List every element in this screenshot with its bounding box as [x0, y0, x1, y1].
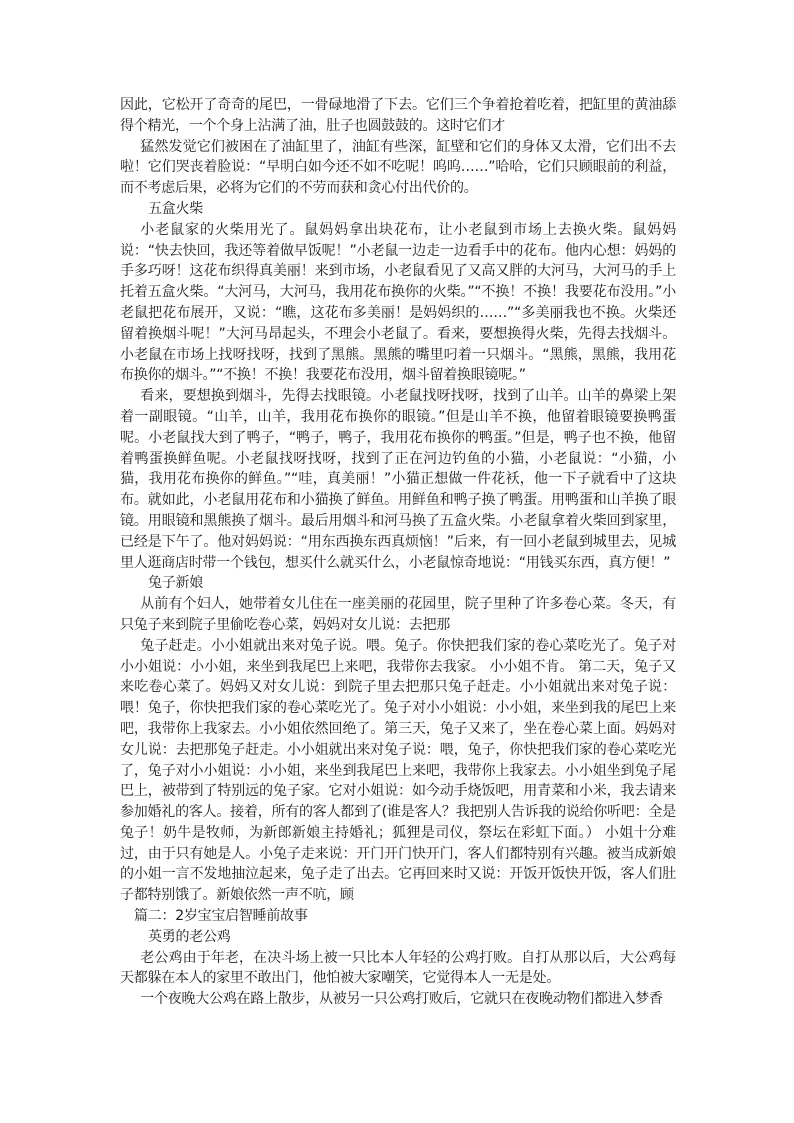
paragraph: 从前有个妇人，她带着女儿住在一座美丽的花园里，院子里种了许多卷心菜。冬天，有只兔子来到院子里偷吃卷心菜，妈妈对女儿说：去把那	[120, 596, 676, 633]
paragraph: 兔子赶走。小小姐就出来对兔子说。喂。兔子。你快把我们家的卷心菜吃光了。兔子对小小姐说：小小姐，来坐到我尾巴上来吧，我带你去我家。 小小姐不肯。 第二天，兔子又来吃卷心菜了。妈妈又对女儿说：到院子里去把那只兔子赶走。小小姐就出来对兔子说：喂！兔子，你快把我们家的卷心菜吃光了。兔子对小小姐说：小小姐，来坐到我的尾巴上来吧，我带你上我家去。小小姐依然回绝了。第三天，兔子又来了，坐在卷心菜上面。妈妈对女儿说：去把那兔子赶走。小小姐就出来对兔子说：喂，兔子，你快把我们家的卷心菜吃光了，兔子对小小姐说：小小姐，来坐到我尾巴上来吧，我带你上我家去。小小姐坐到兔子尾巴上，被带到了特别远的兔子家。它对小姐说：如今动手烧饭吧，用青菜和小米，我去请来参加婚礼的客人。接着，所有的客人都到了(谁是客人？我把别人告诉我的说给你听吧：全是兔子！奶牛是牧师，为新郎新娘主持婚礼；狐狸是司仪，祭坛在彩虹下面。） 小姐十分难过，由于只有她是人。小兔子走来说：开门开门快开门，客人们都特别有兴趣。被当成新娘的小姐一言不发地抽泣起来，兔子走了出去。它再回来时又说：开饭开饭快开饭，客人们肚子都特别饿了。新娘依然一声不吭，顾	[120, 637, 676, 904]
section-heading: 五盒火柴	[148, 200, 203, 217]
paragraph: 看来，要想换到烟斗，先得去找眼镜。小老鼠找呀找呀，找到了山羊。山羊的鼻梁上架着一副眼镜。“山羊，山羊，我用花布换你的眼镜。”但是山羊不换，他留着眼镜要换鸭蛋呢。小老鼠找大到了鸭子，“鸭子，鸭子，我用花布换你的鸭蛋。”但是，鸭子也不换，他留着鸭蛋换鲜鱼呢。小老鼠找呀找呀，找到了正在河边钓鱼的小猫，小老鼠说：“小猫，小猫，我用花布换你的鲜鱼。”“哇，真美丽！”小猫正想做一件花袄，他一下子就看中了这块布。就如此，小老鼠用花布和小猫换了鲜鱼。用鲜鱼和鸭子换了鸭蛋。用鸭蛋和山羊换了眼镜。用眼镜和黑熊换了烟斗。最后用烟斗和河马换了五盒火柴。小老鼠拿着火柴回到家里，已经是下午了。他对妈妈说：“用东西换东西真烦恼！”后来，有一回小老鼠到城里去，见城里人逛商店时带一个钱包，想买什么就买什么，小老鼠惊奇地说：“用钱买东西，真方便！”	[120, 388, 676, 571]
paragraph: 因此，它松开了奇奇的尾巴，一骨碌地滑了下去。它们三个争着抢着吃着，把缸里的黄油舔得个精光，一个个身上沾满了油，肚子也圆鼓鼓的。这时它们才	[120, 97, 676, 134]
paragraph: 老公鸡由于年老，在决斗场上被一只比本人年轻的公鸡打败。自打从那以后，大公鸡每天都躲在本人的家里不敢出门，他怕被大家嘲笑，它觉得本人一无是处。	[120, 949, 676, 987]
part-heading: 篇二：2岁宝宝启智睡前故事	[134, 908, 308, 925]
paragraph: 小老鼠家的火柴用光了。鼠妈妈拿出块花布，让小老鼠到市场上去换火柴。鼠妈妈说：“快去快回，我还等着做早饭呢！”小老鼠一边走一边看手中的花布。他内心想：妈妈的手多巧呀！这花布织得真美丽！来到市场，小老鼠看见了又高又胖的大河马，大河马的手上托着五盒火柴。“大河马，大河马，我用花布换你的火柴。”“不换！不换！我要花布没用。”小老鼠把花布展开，又说：“瞧，这花布多美丽！是妈妈织的……”“多美丽我也不换。火柴还留着换烟斗呢！”大河马昂起头，不理会小老鼠了。看来，要想换得火柴，先得去找烟斗。小老鼠在市场上找呀找呀，找到了黑熊。黑熊的嘴里叼着一只烟斗。“黑熊，黑熊，我用花布换你的烟斗。”“不换！不换！我要花布没用，烟斗留着换眼镜呢。”	[120, 221, 676, 384]
section-heading: 英勇的老公鸡	[148, 928, 231, 945]
paragraph: 一个夜晚大公鸡在路上散步，从被另一只公鸡打败后，它就只在夜晚动物们都进入梦香	[140, 991, 663, 1008]
paragraph: 猛然发觉它们被困在了油缸里了，油缸有些深，缸壁和它们的身体又太滑，它们出不去啦！它们哭丧着脸说：“早明白如今还不如不吃呢！呜呜……”哈哈，它们只顾眼前的利益，而不考虑后果，必将为它们的不劳而获和贪心付出代价的。	[120, 138, 676, 197]
section-heading: 兔子新娘	[148, 575, 203, 592]
story-text-block	[120, 95, 676, 1010]
